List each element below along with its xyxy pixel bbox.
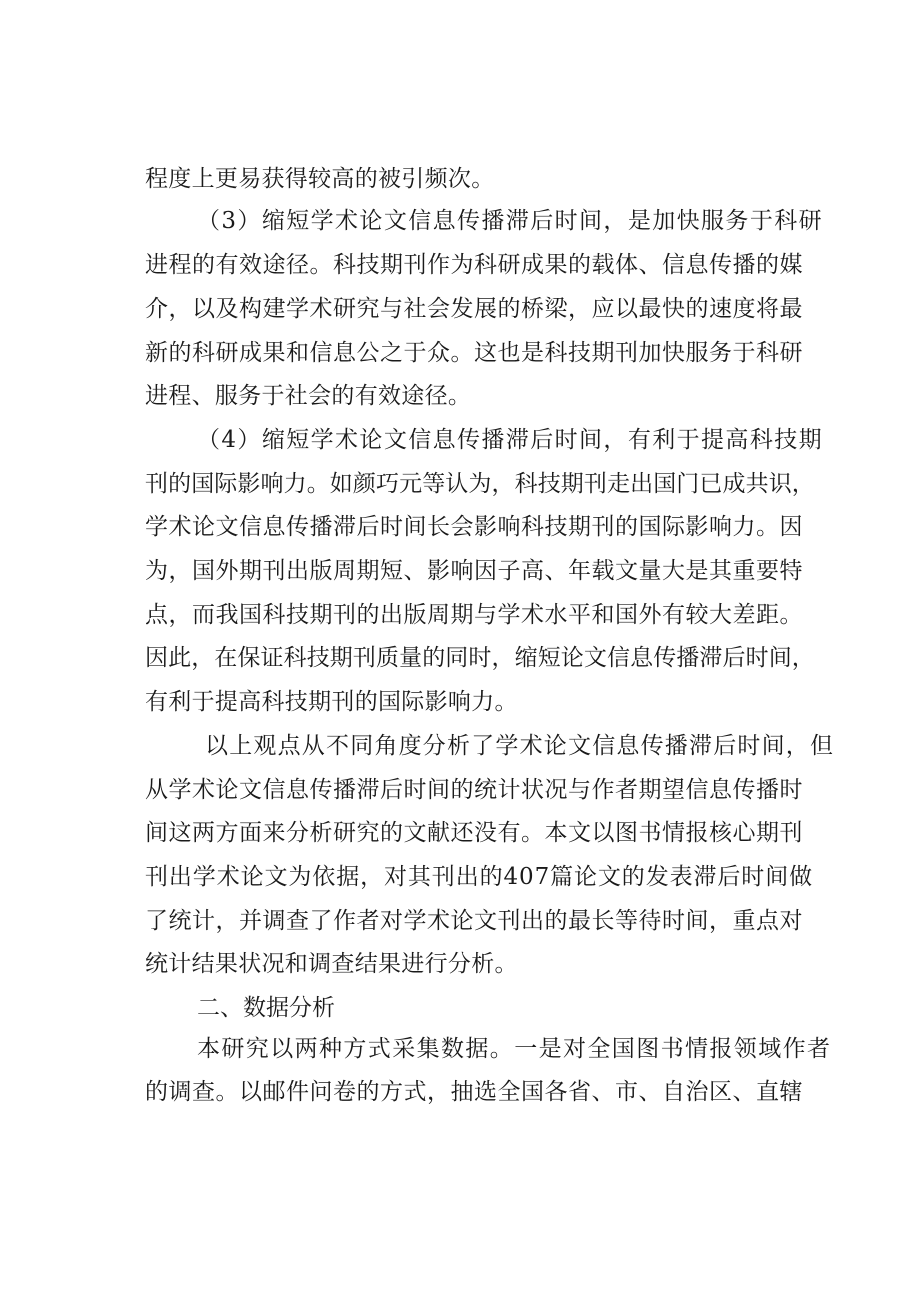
text-line-10: 为，国外期刊出版周期短、影响因子高、年载文量大是其重要特 [145, 558, 803, 584]
text-line-20: 本研究以两种方式采集数据。一是对全国图书情报领域作者 [197, 1036, 832, 1062]
text-line-11: 点，而我国科技期刊的出版周期与学术水平和国外有较大差距。 [145, 602, 803, 628]
text-line-2: （3）缩短学术论文信息传播滞后时间，是加快服务于科研 [197, 208, 824, 234]
text-line-4: 介，以及构建学术研究与社会发展的桥梁，应以最快的速度将最 [145, 296, 803, 322]
text-line-17: 刊出学术论文为依据，对其刊出的407篇论文的发表滞后时间做 [145, 864, 813, 890]
text-line-18: 了统计，并调查了作者对学术论文刊出的最长等待时间，重点对 [145, 908, 803, 934]
text-line-7: （4）缩短学术论文信息传播滞后时间，有利于提高科技期 [197, 427, 824, 453]
text-line-21: 的调查。以邮件问卷的方式，抽选全国各省、市、自治区、直辖 [145, 1079, 803, 1105]
text-line-5: 新的科研成果和信息公之于众。这也是科技期刊加快服务于科研 [145, 340, 803, 366]
text-line-12: 因此，在保证科技期刊质量的同时，缩短论文信息传播滞后时间， [145, 645, 815, 671]
section-heading: 二、数据分析 [197, 995, 335, 1021]
text-line-6: 进程、服务于社会的有效途径。 [145, 383, 472, 409]
text-line-19: 统计结果状况和调查结果进行分析。 [145, 951, 518, 977]
text-line-15: 从学术论文信息传播滞后时间的统计状况与作者期望信息传播时 [145, 777, 803, 803]
text-line-3: 进程的有效途径。科技期刊作为科研成果的载体、信息传播的媒 [145, 252, 803, 278]
text-line-16: 间这两方面来分析研究的文献还没有。本文以图书情报核心期刊 [145, 820, 803, 846]
text-line-13: 有利于提高科技期刊的国际影响力。 [145, 689, 518, 715]
text-line-9: 学术论文信息传播滞后时间长会影响科技期刊的国际影响力。因 [145, 514, 803, 540]
text-line-8: 刊的国际影响力。如颜巧元等认为，科技期刊走出国门已成共识， [145, 471, 815, 497]
text-line-1: 程度上更易获得较高的被引频次。 [145, 166, 495, 192]
text-line-14: 以上观点从不同角度分析了学术论文信息传播滞后时间，但 [205, 733, 835, 759]
